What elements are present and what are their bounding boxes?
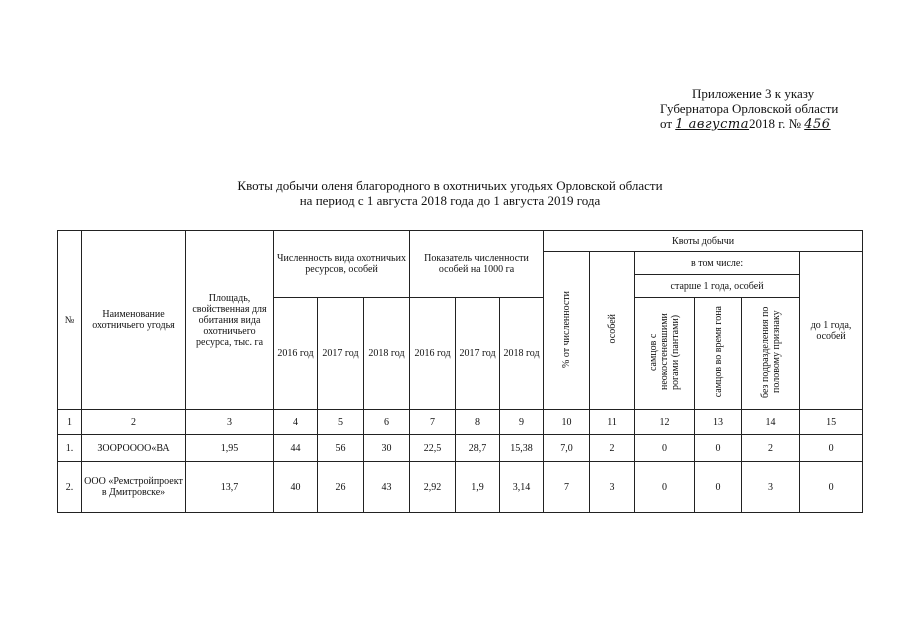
header-quotas: Квоты добычи [544,231,863,252]
row-percent: 7 [544,462,590,513]
table-row [58,462,863,513]
col-num: 14 [742,410,800,435]
document-title [140,178,760,208]
appendix-header [660,86,890,132]
row-pop-2016: 40 [274,462,318,513]
row-area: 13,7 [186,462,274,513]
handwritten-number: 456 [804,117,831,132]
row-under-one: 0 [800,462,863,513]
appendix-line3 [660,116,890,132]
header-area: Площадь, свойственная для обитания вида охотничьего ресурса, тыс. га [186,231,274,410]
header-population: Численность вида охотничьих ресурсов, особей [274,231,410,298]
row-males-antlers: 0 [635,462,695,513]
row-no: 2. [58,462,82,513]
header-pop-2018: 2018 год [364,298,410,410]
header-ind-2018: 2018 год [500,298,544,410]
appendix-year-number: 2018 г. № [748,116,801,131]
header-males-antlers: самцов с неокостеневшими рогами (пантами) [635,298,695,410]
quota-table [57,230,863,513]
header-name: Наименование охотничьего угодья [82,231,186,410]
header-males-rut: самцов во время гона [695,298,742,410]
header-no: № [58,231,82,410]
row-ind-2017: 1,9 [456,462,500,513]
row-no: 1. [58,435,82,462]
row-under-one: 0 [800,435,863,462]
col-num: 13 [695,410,742,435]
header-ind-2017: 2017 год [456,298,500,410]
column-number-row [58,410,863,435]
col-num: 9 [500,410,544,435]
row-males-rut: 0 [695,462,742,513]
row-ind-2017: 28,7 [456,435,500,462]
col-num: 2 [82,410,186,435]
row-name: ООО «Ремстройпроект в Дмитровске» [82,462,186,513]
handwritten-date: 1 августа [675,117,749,132]
col-num: 5 [318,410,364,435]
row-count: 3 [590,462,635,513]
header-older: старше 1 года, особей [635,275,800,298]
col-num: 11 [590,410,635,435]
table-row [58,435,863,462]
header-indicator: Показатель численности особей на 1000 га [410,231,544,298]
appendix-line1: Приложение 3 к указу [692,86,815,101]
row-pop-2018: 30 [364,435,410,462]
appendix-line2: Губернатора Орловской области [660,101,839,116]
header-including: в том числе: [635,252,800,275]
col-num: 1 [58,410,82,435]
title-line1: Квоты добычи оленя благородного в охотничьих угодьях Орловской области [237,178,663,193]
row-pop-2017: 56 [318,435,364,462]
title-line2: на период с 1 августа 2018 года до 1 августа 2019 года [299,193,601,208]
header-pop-2016: 2016 год [274,298,318,410]
header-pop-2017: 2017 год [318,298,364,410]
row-ind-2016: 2,92 [410,462,456,513]
col-num: 10 [544,410,590,435]
header-row-1 [58,231,863,252]
col-num: 3 [186,410,274,435]
row-name: ЗООРОООО«ВА [82,435,186,462]
row-ind-2018: 3,14 [500,462,544,513]
col-num: 12 [635,410,695,435]
row-pop-2018: 43 [364,462,410,513]
row-no-sex: 3 [742,462,800,513]
header-under-one: до 1 года, особей [800,252,863,410]
row-pop-2017: 26 [318,462,364,513]
row-males-antlers: 0 [635,435,695,462]
row-males-rut: 0 [695,435,742,462]
header-no-sex: без подразделения по половому признаку [742,298,800,410]
row-pop-2016: 44 [274,435,318,462]
row-ind-2018: 15,38 [500,435,544,462]
row-no-sex: 2 [742,435,800,462]
appendix-from: от [660,116,673,131]
col-num: 4 [274,410,318,435]
header-percent: % от численности [544,252,590,410]
col-num: 8 [456,410,500,435]
row-ind-2016: 22,5 [410,435,456,462]
header-ind-2016: 2016 год [410,298,456,410]
row-area: 1,95 [186,435,274,462]
col-num: 7 [410,410,456,435]
header-count: особей [590,252,635,410]
col-num: 15 [800,410,863,435]
row-count: 2 [590,435,635,462]
col-num: 6 [364,410,410,435]
row-percent: 7,0 [544,435,590,462]
